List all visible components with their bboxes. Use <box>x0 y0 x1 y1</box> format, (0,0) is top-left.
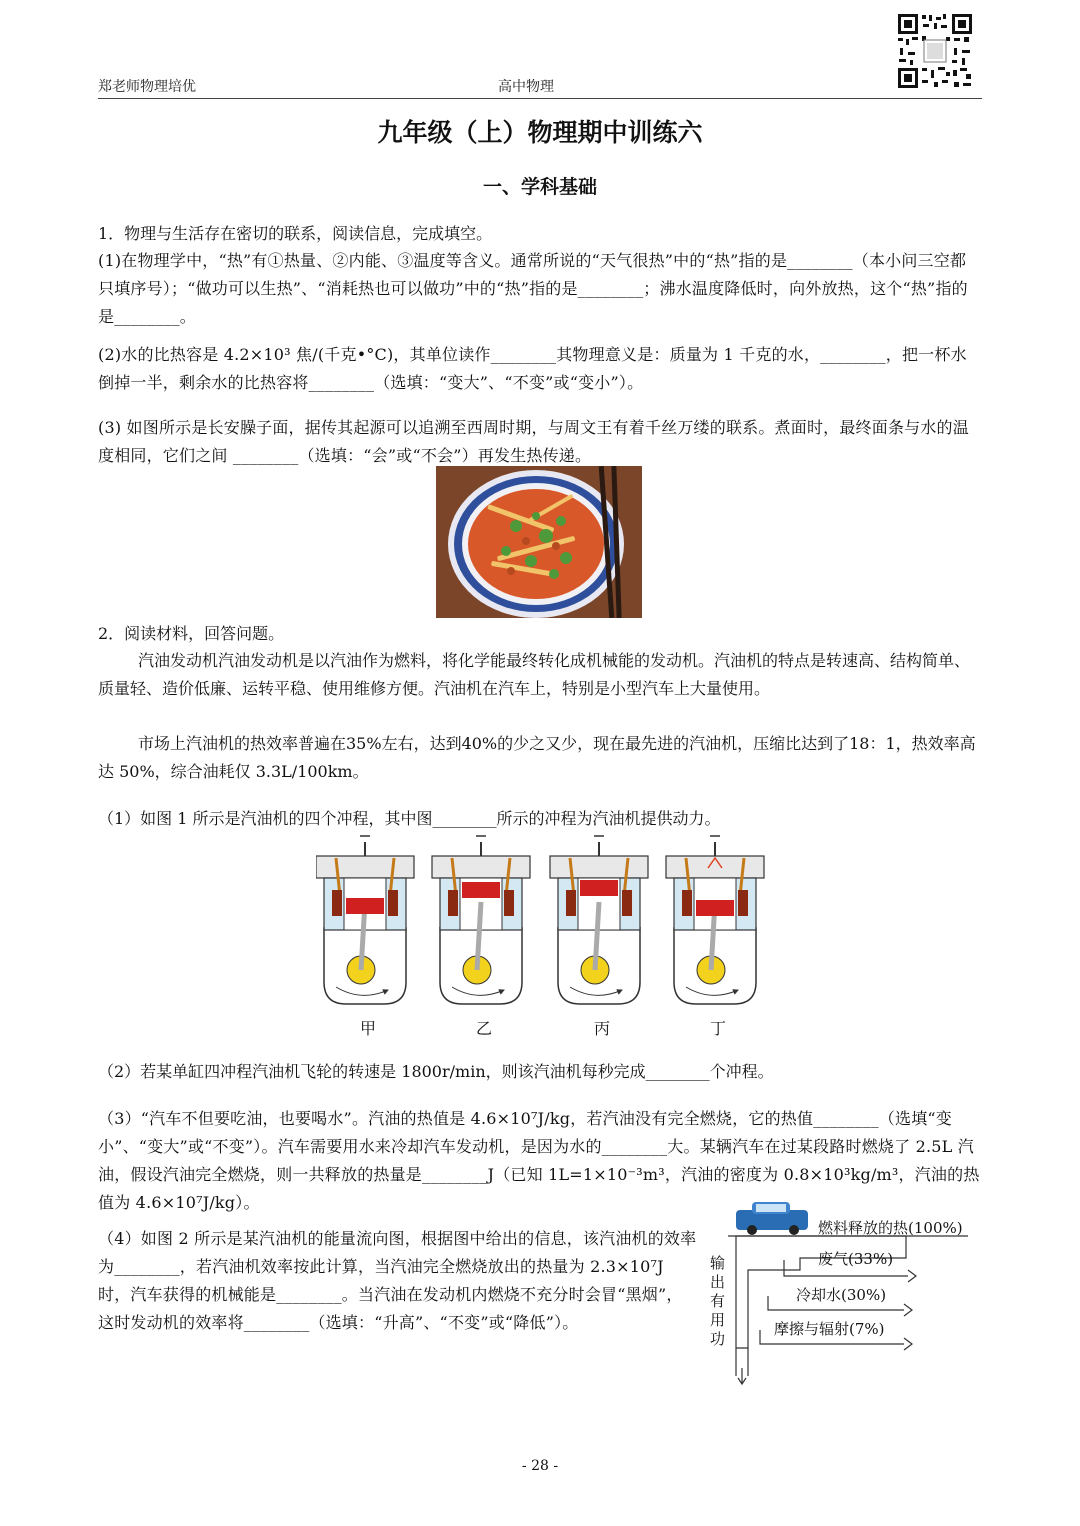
engine-bing <box>550 836 648 1004</box>
q1-intro: 1．物理与生活存在密切的联系，阅读信息，完成填空。 <box>98 224 493 243</box>
engine-label-yi: 乙 <box>476 1019 493 1038</box>
engine-label-bing: 丙 <box>594 1019 611 1038</box>
page-title: 九年级（上）物理期中训练六 <box>377 118 703 147</box>
q2-para1: 汽油发动机汽油发动机是以汽油作为燃料，将化学能最终转化成机械能的发动机。汽油机的特点是转速高、结构简单、质量轻、造价低廉、运转平稳、使用维修方便。汽油机在汽车上，特别是小型汽车上大量使用。 <box>98 651 971 698</box>
section-title: 一、学科基础 <box>482 176 597 198</box>
q1-part3: (3) 如图所示是长安臊子面，据传其起源可以追溯至西周时期，与周文王有着千丝万缕的联系。煮面时，最终面条与水的温度相同，它们之间 ________（选填：“会”或“不会”）再发生热传递。 <box>98 418 969 465</box>
engine-yi <box>432 836 530 1004</box>
q2-part1: （1）如图 1 所示是汽油机的四个冲程，其中图________所示的冲程为汽油机提供动力。 <box>98 809 721 828</box>
engine-ding <box>666 836 764 1004</box>
flow-cooling-label: 冷却水(30%) <box>796 1286 887 1304</box>
q2-part4: （4）如图 2 所示是某汽油机的能量流向图，根据图中给出的信息，该汽油机的效率为________，若汽油机效率按此计算，当汽油完全燃烧放出的热量为 2.3×10⁷J 时，汽车获得的机械能是________。当汽油在发动机内燃烧不充分时会冒“黑烟”，这时发动机的效率将________（选填：“升高”、“不变”或“降低”）。 <box>98 1229 697 1332</box>
flow-exhaust-label: 废气(33%) <box>818 1250 894 1268</box>
noodle-bowl-image <box>436 466 642 618</box>
engine-jia <box>316 836 414 1004</box>
header-center: 高中物理 <box>498 79 554 95</box>
car-icon <box>736 1202 808 1235</box>
q2-part3: （3）“汽车不但要吃油，也要喝水”。汽油的热值是 4.6×10⁷J/kg，若汽油没有完全燃烧，它的热值________（选填“变小”、“变大”或“不变”）。汽车需要用水来冷却汽车发动机，是因为水的________大。某辆汽车在过某段路时燃烧了 2.5L 汽油，假设汽油完全燃烧，则一共释放的热量是________J（已知 1L=1×10⁻³m³，汽油的密度为 0.8×10³kg/m³，汽油的热值为 4.6×10⁷J/kg）。 <box>98 1109 980 1212</box>
q1-part2: (2)水的比热容是 4.2×10³ 焦/(千克•°C)，其单位读作________其物理意义是：质量为 1 千克的水，________，把一杯水倒掉一半，剩余水的比热容将________（选填：“变大”、“不变”或“变小”）。 <box>98 345 967 392</box>
qr-code-icon <box>896 12 974 90</box>
q1-part1: (1)在物理学中，“热”有①热量、②内能、③温度等含义。通常所说的“天气很热”中的“热”指的是________（本小问三空都只填序号）；“做功可以生热”、“消耗热也可以做功”中的“热”指的是________；沸水温度降低时，向外放热，这个“热”指的是________。 <box>98 251 968 326</box>
q2-intro: 2．阅读材料，回答问题。 <box>98 624 285 643</box>
header-left: 郑老师物理培优 <box>98 79 196 95</box>
q2-para2: 市场上汽油机的热效率普遍在35%左右，达到40%的少之又少，现在最先进的汽油机，压缩比达到了18：1，热效率高达 50%，综合油耗仅 3.3L/100km。 <box>98 734 976 781</box>
engine-label-jia: 甲 <box>360 1019 377 1038</box>
q2-part2: （2）若某单缸四冲程汽油机飞轮的转速是 1800r/min，则该汽油机每秒完成________个冲程。 <box>98 1062 774 1081</box>
flow-friction-label: 摩擦与辐射(7%) <box>774 1320 885 1338</box>
engine-strokes-figure <box>316 832 766 1012</box>
engine-label-ding: 丁 <box>710 1019 727 1038</box>
flow-useful-label: 输出有用功 <box>710 1254 726 1348</box>
header-rule <box>98 98 982 99</box>
page-number: - 28 - <box>521 1458 559 1474</box>
flow-fuel-label: 燃料释放的热(100%) <box>818 1219 963 1237</box>
